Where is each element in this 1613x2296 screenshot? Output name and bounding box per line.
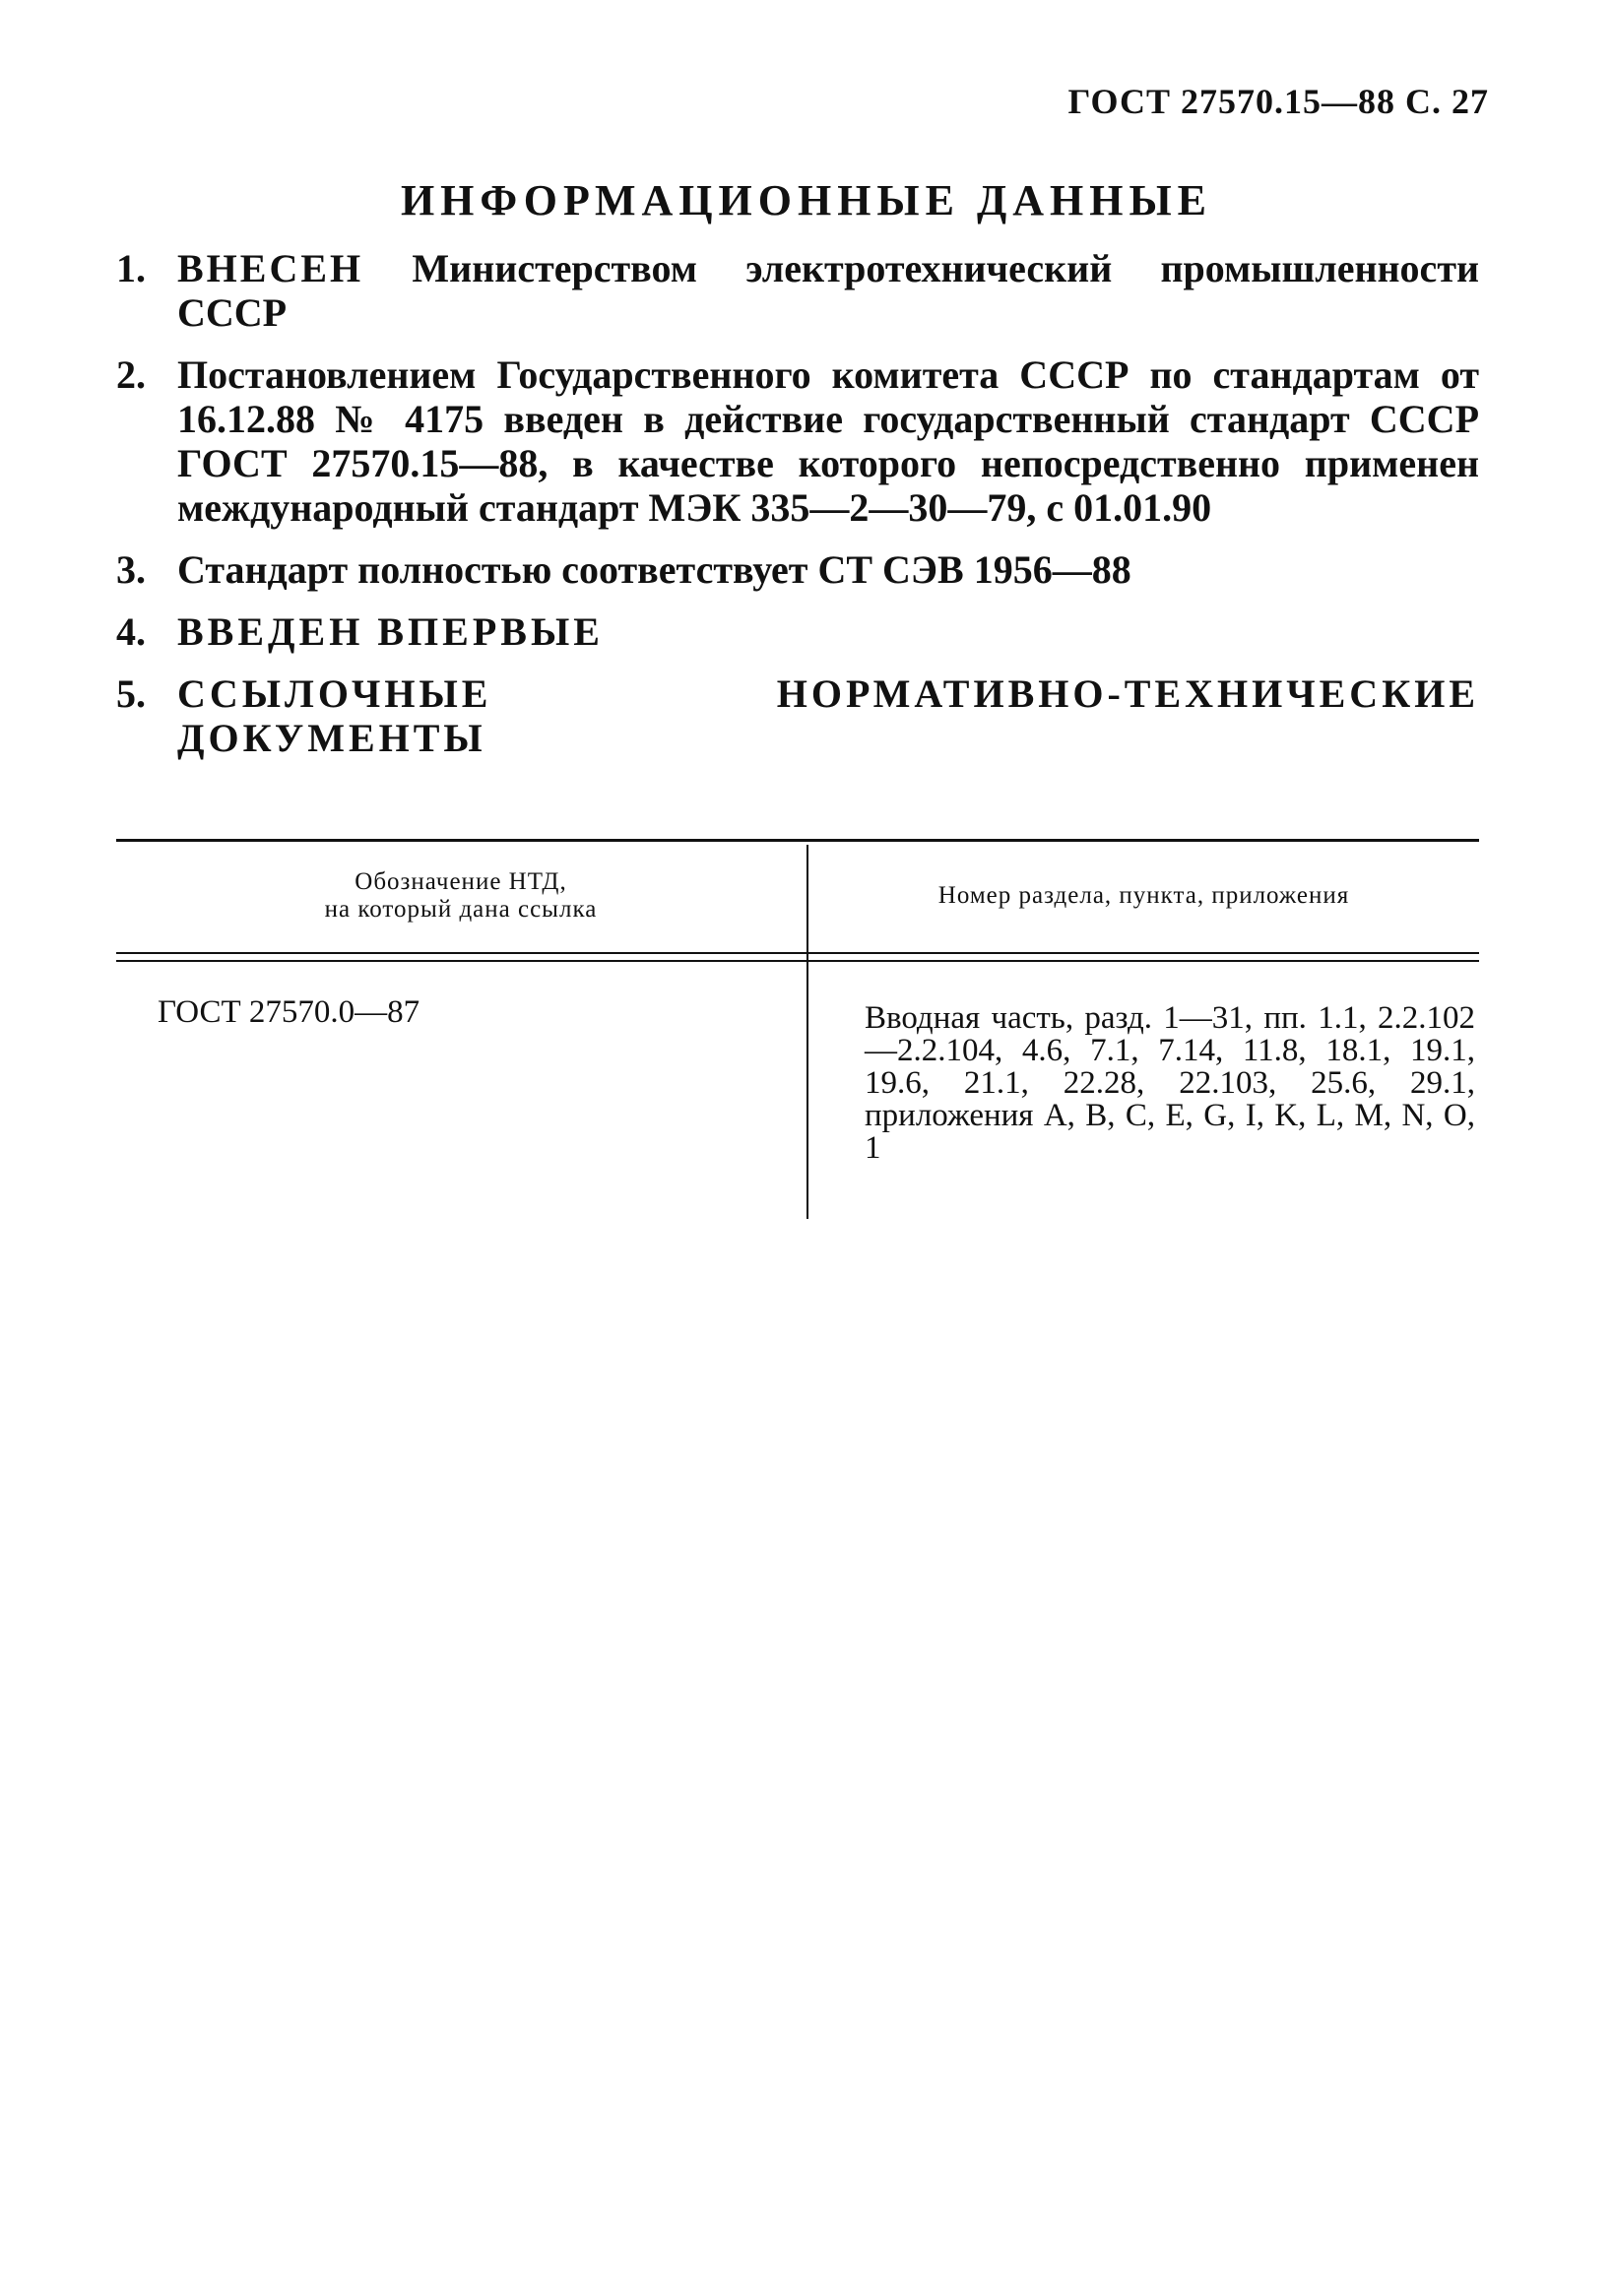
list-item-3 — [116, 547, 1479, 592]
table-cell-sections: Вводная часть, разд. 1—31, пп. 1.1, 2.2.102—2.2.104, 4.6, 7.1, 7.14, 11.8, 18.1, 19.1, 19.6, 21.1, 22.28, 22.103, 25.6, 29.1, приложения A, B, C, E, G, I, K, L, M, N, O, 1 — [865, 1000, 1475, 1166]
item-caps: ВНЕСЕН — [177, 246, 364, 290]
item-body: Стандарт полностью соответствует СТ СЭВ 1956—88 — [177, 547, 1131, 592]
page-header: ГОСТ 27570.15—88 С. 27 — [1067, 82, 1489, 121]
item-number: 5. — [116, 671, 146, 716]
item-caps: ССЫЛОЧНЫЕ НОРМАТИВНО-ТЕХНИЧЕСКИЕ ДОКУМЕНТЫ — [177, 671, 1479, 760]
item-number: 1. — [116, 246, 146, 290]
info-list — [116, 246, 1479, 778]
list-item-1 — [116, 246, 1479, 335]
item-number: 3. — [116, 547, 146, 592]
item-body: Постановлением Государственного комитета СССР по стандартам от 16.12.88 № 4175 введен в действие государственный стандарт СССР ГОСТ 27570.15—88, в качестве которого непосредственно применен международный стандарт МЭК 335—2—30—79, с 01.01.90 — [177, 352, 1479, 530]
list-item-5 — [116, 671, 1479, 760]
list-item-2 — [116, 352, 1479, 530]
list-item-4 — [116, 609, 1479, 654]
item-number: 2. — [116, 352, 146, 397]
item-number: 4. — [116, 609, 146, 654]
table-header-rule-double — [116, 960, 1479, 962]
table-header-sections: Номер раздела, пункта, приложения — [937, 882, 1350, 909]
table-cell-ntd: ГОСТ 27570.0—87 — [158, 994, 420, 1030]
item-text — [177, 246, 1479, 335]
reference-table — [116, 839, 1479, 1223]
table-header-rule — [116, 952, 1479, 954]
table-top-rule — [116, 839, 1479, 842]
document-title: ИНФОРМАЦИОННЫЕ ДАННЫЕ — [400, 176, 1213, 224]
item-body: Министерством электротехнический промышленности СССР — [177, 246, 1480, 335]
table-header-ntd: Обозначение НТД, на который дана ссылка — [324, 868, 598, 923]
item-caps: ВВЕДЕН ВПЕРВЫЕ — [177, 609, 604, 654]
